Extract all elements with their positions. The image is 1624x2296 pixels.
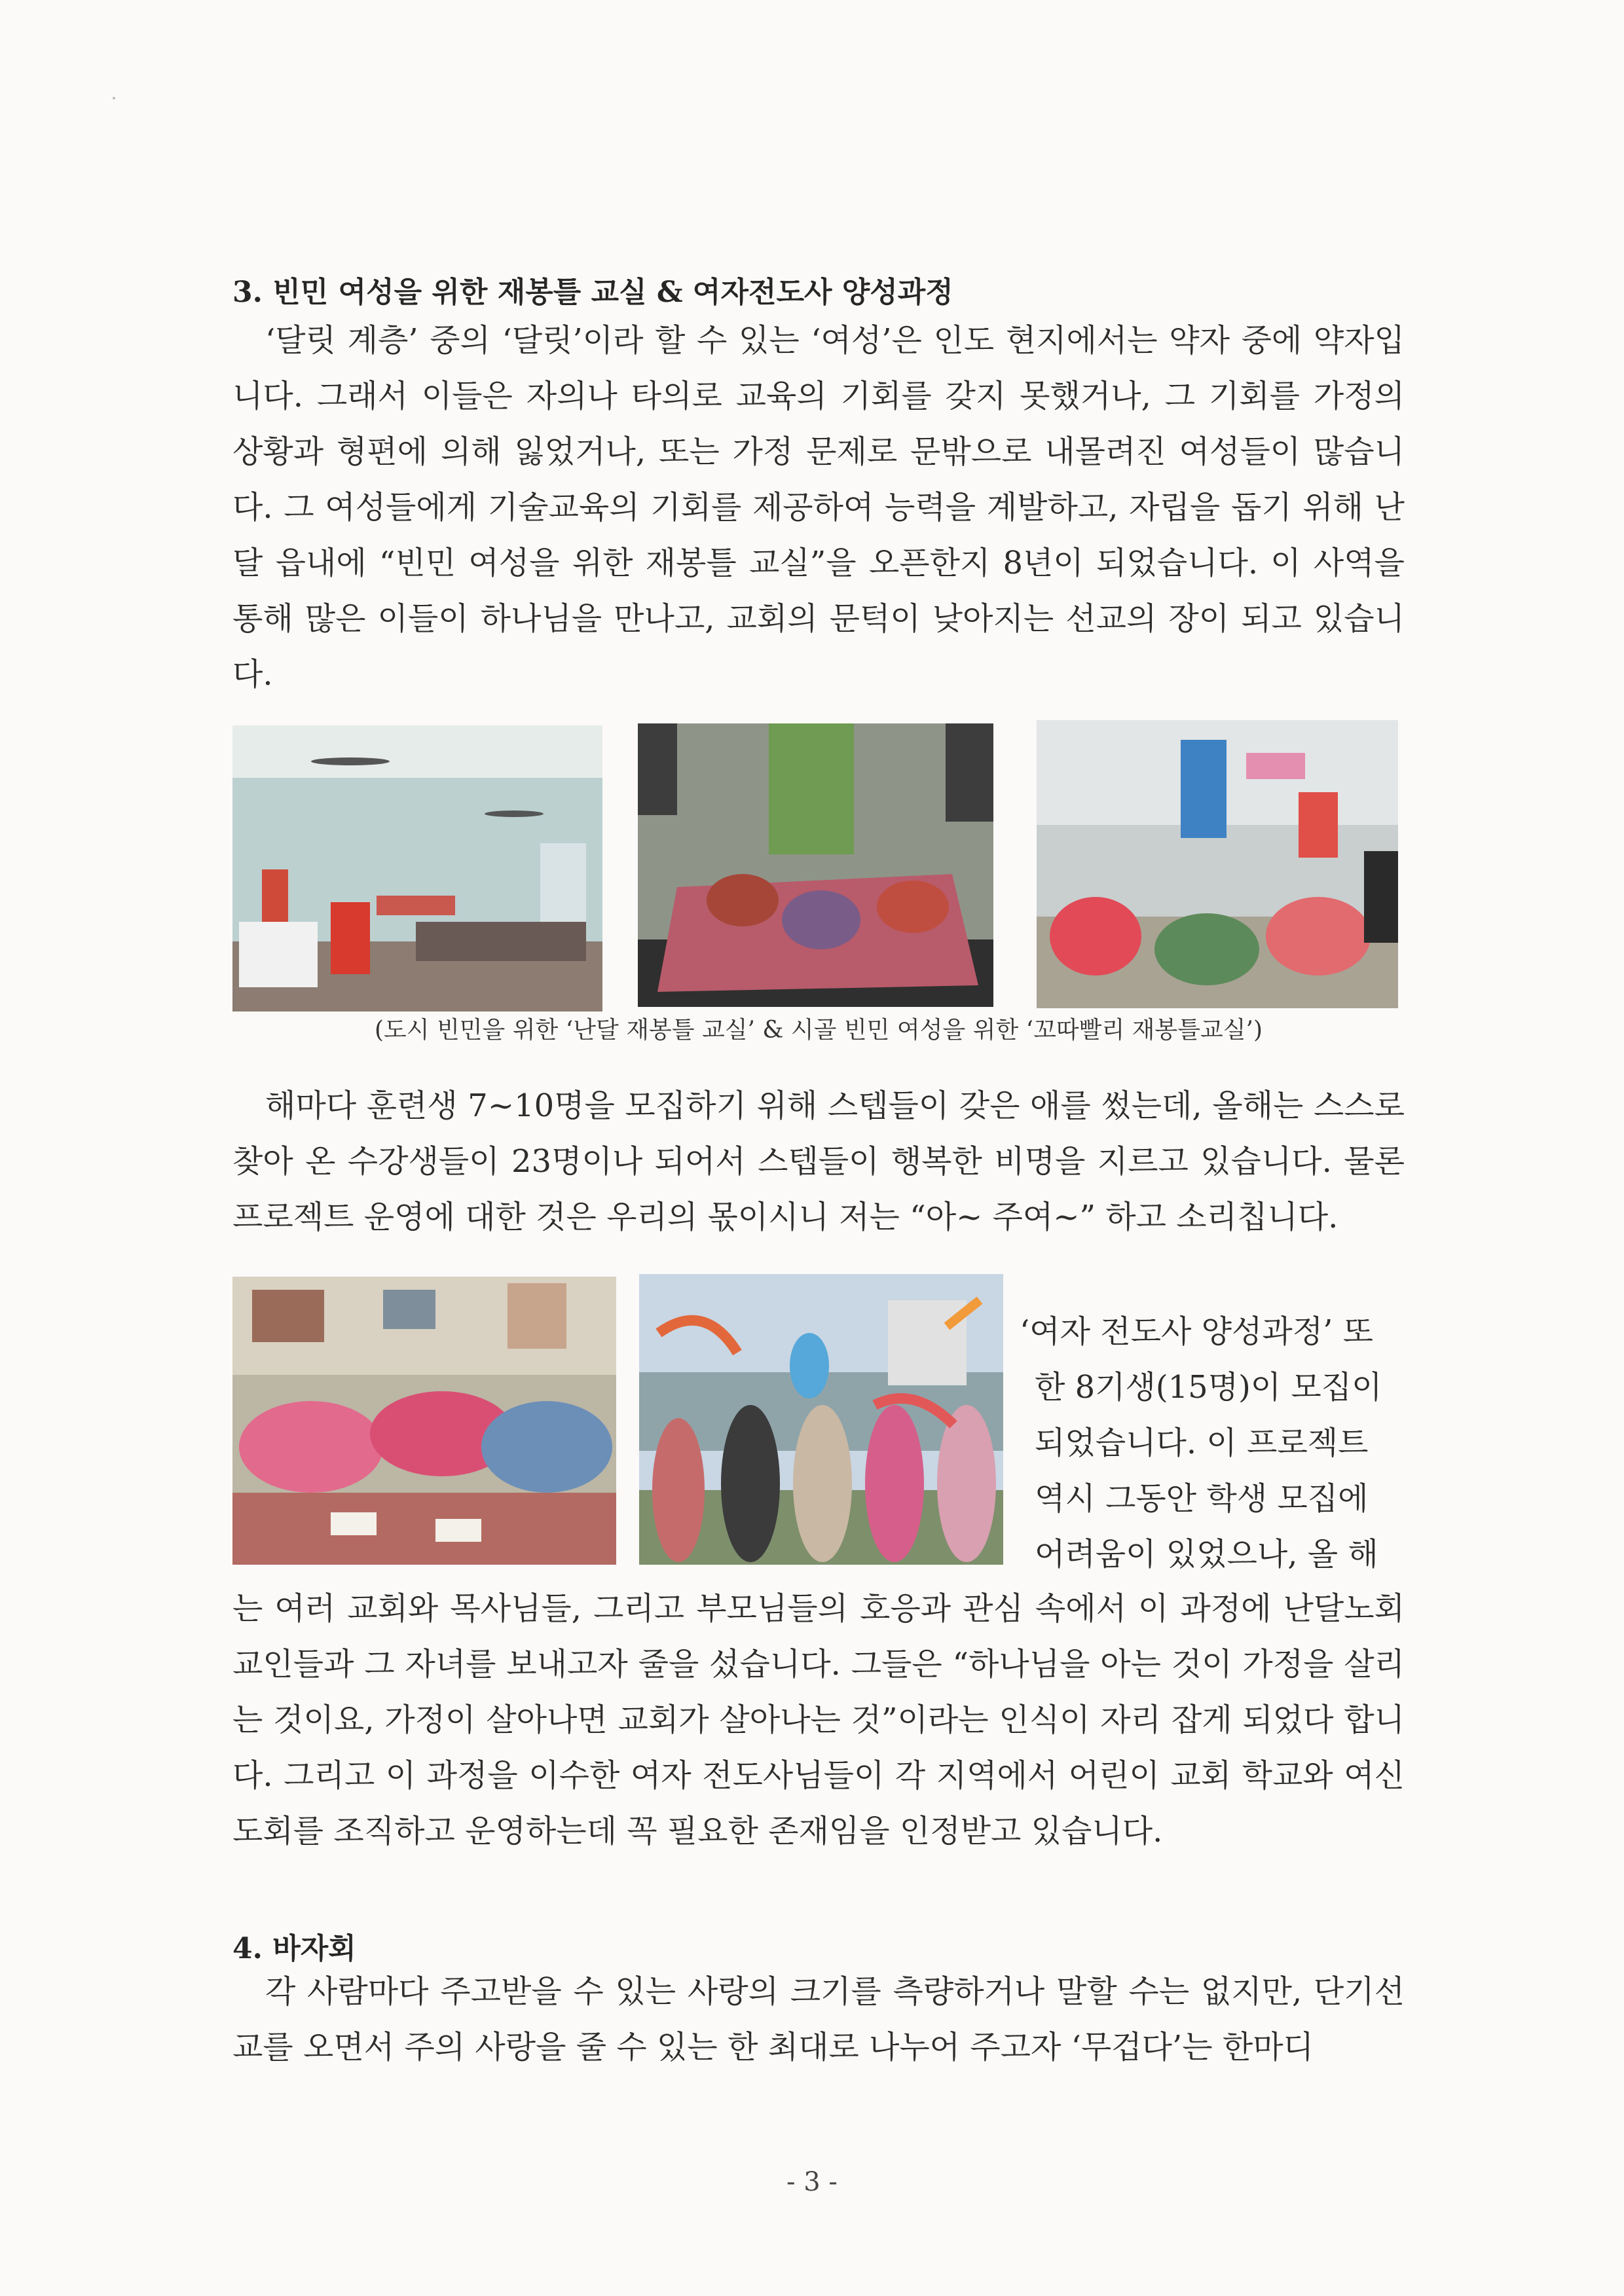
side-line-4: 역시 그동안 학생 모집에 (1035, 1480, 1369, 1517)
photo-sewing-classroom-city (232, 725, 602, 1011)
photo-sewing-class-floor (638, 723, 993, 1007)
photo-balloon-group (639, 1274, 1003, 1565)
section-3-paragraph-3: 는 여러 교회와 목사님들, 그리고 부모님들의 호응과 관심 속에서 이 과정에 난달노회 교인들과 그 자녀를 보내고자 줄을 섰습니다. 그들은 “하나님을 아는 것이 가정을 살리는 것이요, 가정이 살아나면 교회가 살아나는 것”이라는 인식이 자리 잡게 되었다 합니다. 그리고 이 과정을 이수한 여자 전도사님들이 각 지역에서 어린이 교회 학교와 여신도회를 조직하고 운영하는데 꼭 필요한 존재임을 인정받고 있습니다. (232, 1590, 1405, 1850)
side-line-2: 한 8기생(15명)이 모집이 (1035, 1369, 1382, 1406)
side-line-3: 되었습니다. 이 프로젝트 (1035, 1425, 1369, 1461)
section-4-paragraph-1: 각 사람마다 주고받을 수 있는 사랑의 크기를 측량하거나 말할 수는 없지만, 단기선교를 오면서 주의 사랑을 줄 수 있는 한 최대로 나누어 주고자 ‘무겁다’는 한마디 (232, 1973, 1405, 2066)
page-number: - 3 - (786, 2167, 838, 2197)
section-3-paragraph-2: 해마다 훈련생 7~10명을 모집하기 위해 스텝들이 갖은 애를 썼는데, 올해는 스스로 찾아 온 수강생들이 23명이나 되어서 스텝들이 행복한 비명을 지르고 있습니다. 물론 프로젝트 운영에 대한 것은 우리의 몫이시니 저는 “아~ 주여~” 하고 소리칩니다. (232, 1087, 1405, 1235)
side-line-1: ‘여자 전도사 양성과정’ 또 (1020, 1313, 1373, 1350)
section-3-heading: 3. 빈민 여성을 위한 재봉틀 교실 & 여자전도사 양성과정 (232, 276, 953, 309)
scan-speck (113, 97, 115, 100)
photo-evangelist-class (232, 1277, 616, 1565)
side-line-5: 어려움이 있었으나, 올 해 (1035, 1536, 1378, 1573)
section-4-heading: 4. 바자회 (232, 1932, 356, 1965)
photo-caption: (도시 빈민을 위한 ‘난달 재봉틀 교실’ & 시골 빈민 여성을 위한 ‘꼬따빨리 재봉틀교실’) (374, 1017, 1263, 1044)
photo-sewing-class-village (1037, 720, 1398, 1008)
section-3-paragraph-1: ‘달릿 계층’ 중의 ‘달릿’이라 할 수 있는 ‘여성’은 인도 현지에서는 약자 중에 약자입니다. 그래서 이들은 자의나 타의로 교육의 기회를 갖지 못했거나, 그 기회를 가정의 상황과 형편에 의해 잃었거나, 또는 가정 문제로 문밖으로 내몰려진 여성들이 많습니다. 그 여성들에게 기술교육의 기회를 제공하여 능력을 계발하고, 자립을 돕기 위해 난달 읍내에 “빈민 여성을 위한 재봉틀 교실”을 오픈한지 8년이 되었습니다. 이 사역을 통해 많은 이들이 하나님을 만나고, 교회의 문턱이 낮아지는 선교의 장이 되고 있습니다. (232, 322, 1405, 693)
